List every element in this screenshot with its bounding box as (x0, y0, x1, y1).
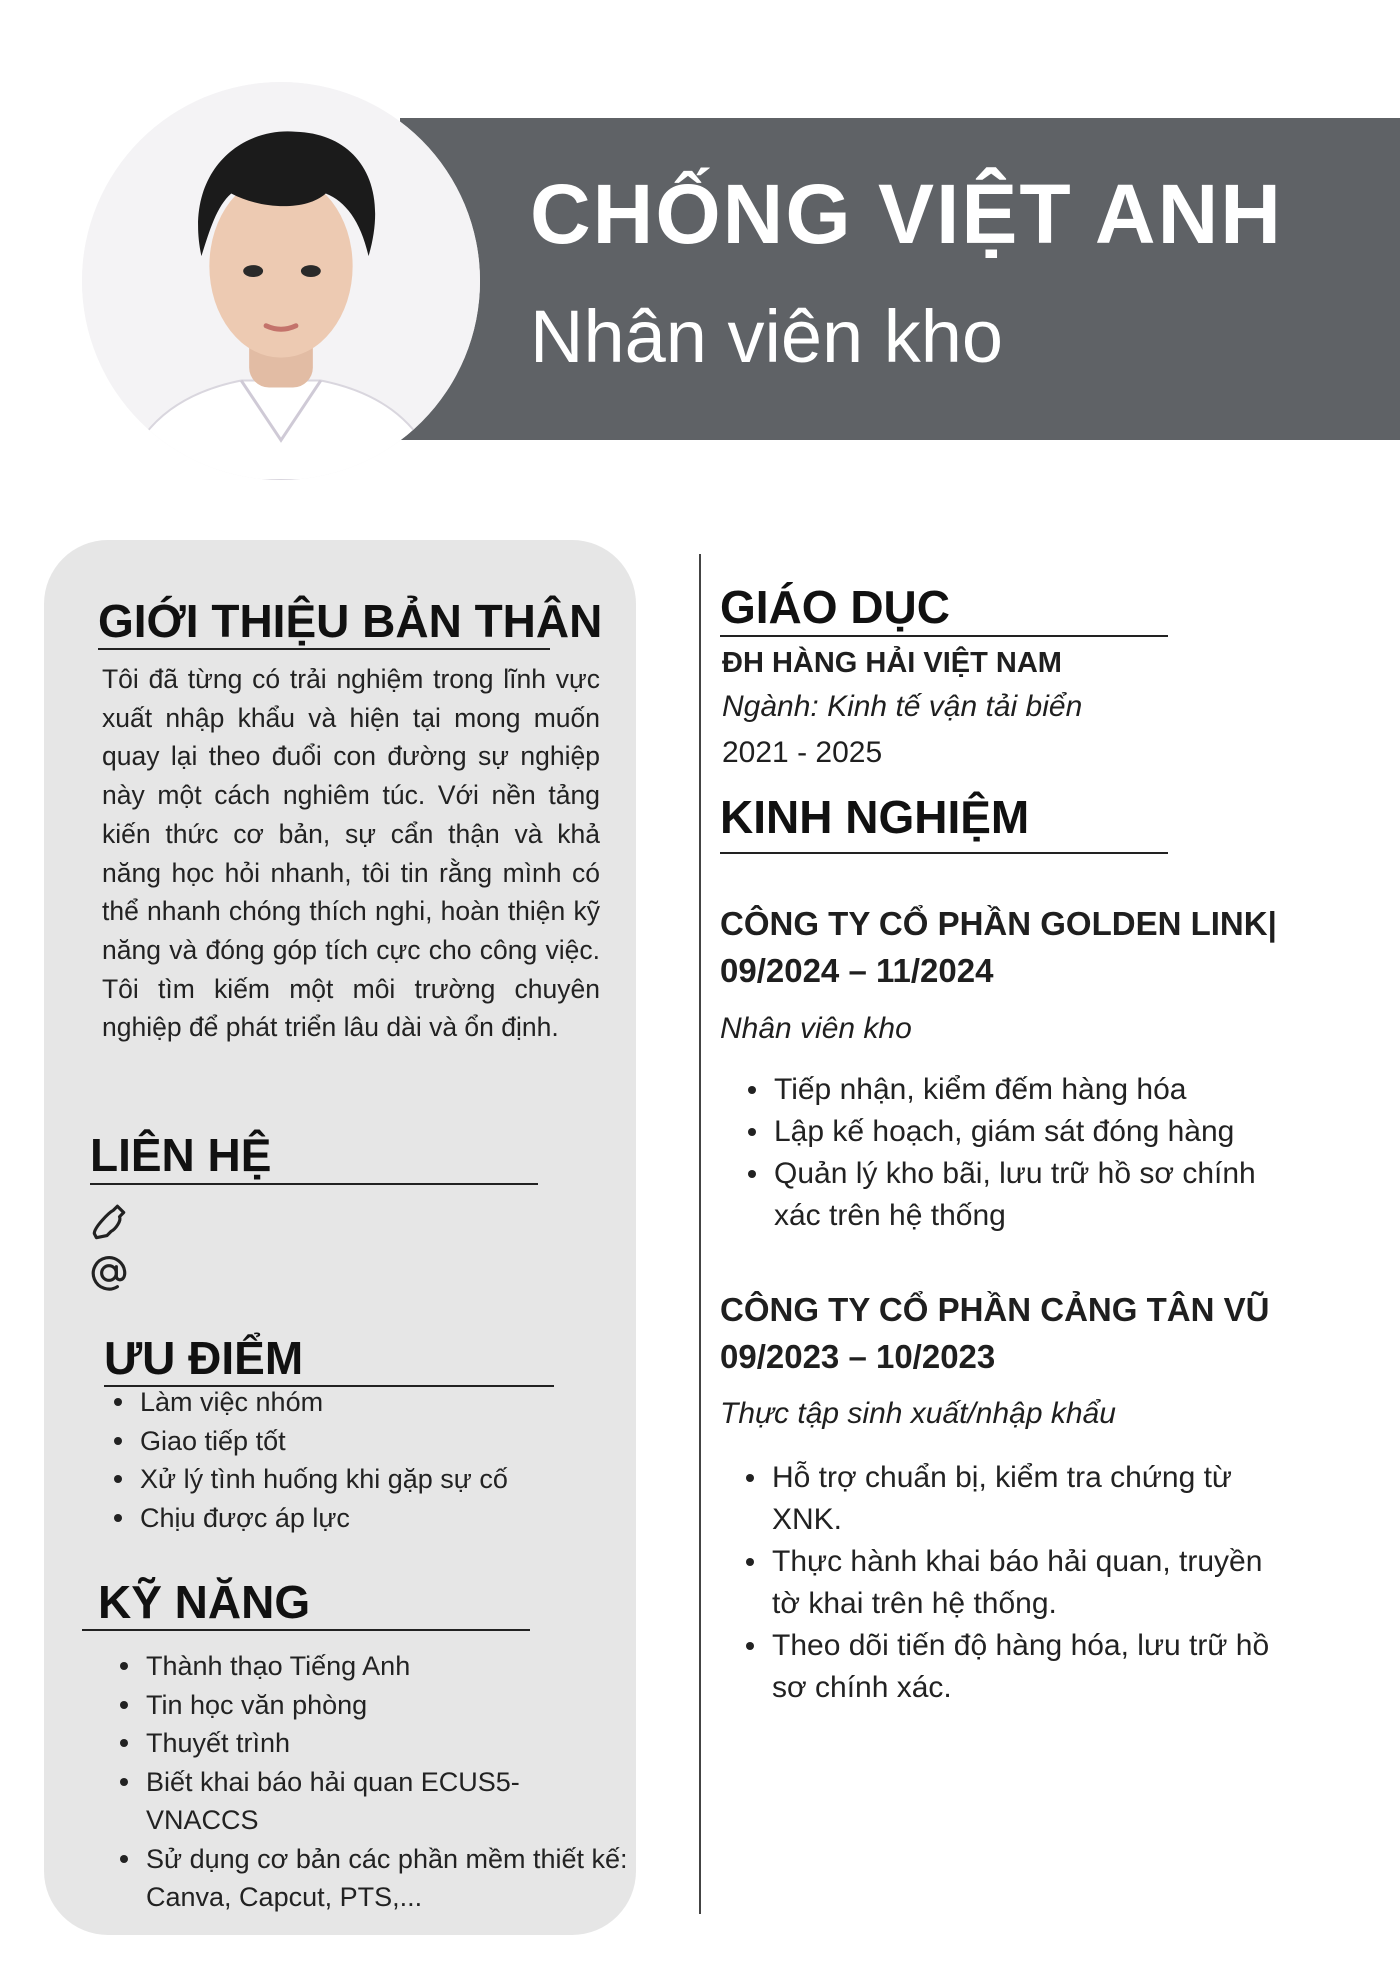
job-tasks-list (738, 1069, 1334, 1237)
list-item: Thành thạo Tiếng Anh (146, 1647, 644, 1686)
strengths-heading: ƯU ĐIỂM (104, 1332, 304, 1384)
strengths-list (104, 1383, 620, 1537)
job-title: Nhân viên kho (530, 295, 1004, 378)
list-item: Theo dõi tiến độ hàng hóa, lưu trữ hồ sơ chính xác. (772, 1625, 1292, 1709)
skills-list (110, 1647, 644, 1917)
list-item: Quản lý kho bãi, lưu trữ hồ sơ chính xác trên hệ thống (774, 1153, 1294, 1237)
education-years: 2021 - 2025 (722, 736, 883, 769)
contact-heading-rule (90, 1183, 538, 1185)
list-item: Biết khai báo hải quan ECUS5-VNACCS (146, 1763, 546, 1840)
major: Ngành: Kinh tế vận tải biển (722, 690, 1083, 723)
school-name: ĐH HÀNG HẢI VIỆT NAM (722, 647, 1062, 679)
education-heading-rule (720, 635, 1168, 637)
job-role: Nhân viên kho (720, 1012, 912, 1045)
job-period: 09/2024 – 11/2024 (720, 952, 994, 989)
skills-heading-rule (82, 1629, 530, 1631)
list-item: Thực hành khai báo hải quan, truyền tờ khai trên hệ thống. (772, 1541, 1292, 1625)
list-item: Xử lý tình huống khi gặp sự cố (140, 1460, 620, 1499)
list-item: Tin học văn phòng (146, 1686, 644, 1725)
skills-heading: KỸ NĂNG (98, 1576, 311, 1628)
list-item: Chịu được áp lực (140, 1499, 620, 1538)
list-item: Lập kế hoạch, giám sát đóng hàng (774, 1111, 1334, 1153)
intro-text: Tôi đã từng có trải nghiệm trong lĩnh vực xuất nhập khẩu và hiện tại mong muốn quay lại theo đuổi con đường sự nghiệp này một cách nghiêm túc. Với nền tảng kiến thức cơ bản, sự cẩn thận và khả năng học hỏi nhanh, tôi tin rằng mình có thể nhanh chóng thích nghi, hoàn thiện kỹ năng và đóng góp tích cực cho công việc. Tôi tìm kiếm một môi trường chuyên nghiệp để phát triển lâu dài và ổn định. (102, 664, 600, 1043)
contact-heading: LIÊN HỆ (90, 1129, 272, 1181)
phone-icon (88, 1202, 130, 1244)
profile-photo (82, 82, 480, 480)
intro-heading: GIỚI THIỆU BẢN THÂN (98, 595, 603, 647)
list-item: Giao tiếp tốt (140, 1422, 620, 1461)
job-tasks-list (736, 1457, 1332, 1709)
job-role: Thực tập sinh xuất/nhập khẩu (720, 1397, 1116, 1430)
company-name: CÔNG TY CỔ PHẦN CẢNG TÂN VŨ (720, 1291, 1270, 1328)
job-period: 09/2023 – 10/2023 (720, 1338, 996, 1375)
list-item: Hỗ trợ chuẩn bị, kiểm tra chứng từ XNK. (772, 1457, 1272, 1541)
list-item: Sử dụng cơ bản các phần mềm thiết kế: Canva, Capcut, PTS,... (146, 1840, 644, 1917)
list-item: Tiếp nhận, kiểm đếm hàng hóa (774, 1069, 1334, 1111)
candidate-name: CHỐNG VIỆT ANH (530, 167, 1283, 261)
at-sign-icon (88, 1252, 130, 1294)
experience-heading: KINH NGHIỆM (720, 791, 1030, 843)
intro-heading-rule (98, 648, 550, 650)
list-item: Thuyết trình (146, 1724, 644, 1763)
company-name: CÔNG TY CỔ PHẦN GOLDEN LINK| (720, 905, 1277, 942)
list-item: Làm việc nhóm (140, 1383, 620, 1422)
experience-heading-rule (720, 852, 1168, 854)
column-divider (699, 554, 701, 1914)
education-heading: GIÁO DỤC (720, 581, 950, 633)
